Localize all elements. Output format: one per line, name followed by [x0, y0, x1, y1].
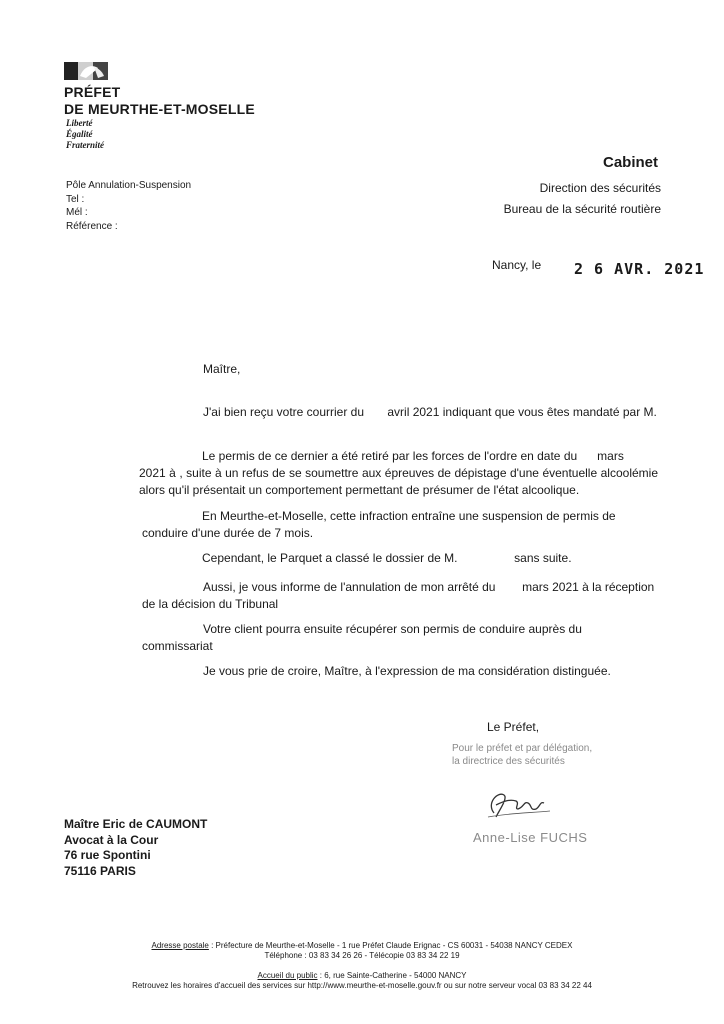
service-name: Cabinet	[602, 154, 658, 171]
paragraph-1: J'ai bien reçu votre courrier du avril 2021 indiquant que vous êtes mandaté par M.	[203, 405, 657, 419]
paragraph-6-first-line: Votre client pourra ensuite récupérer son permis de conduire auprès du	[203, 622, 582, 636]
recipient-city: 75116 PARIS	[64, 863, 136, 878]
direction-label: Direction des sécurités	[539, 181, 661, 195]
delegation-line1: Pour le préfet et par délégation,	[452, 743, 593, 754]
republic-motto	[66, 118, 104, 151]
paragraph-3	[142, 508, 658, 542]
pole-label: Pôle Annulation-Suspension	[66, 180, 192, 191]
recipient-address	[64, 817, 207, 879]
paragraph-2-rest: 2021 à , suite à un refus de se soumettre aux épreuves de dépistage d'une éventuelle alcoolémie alors qu'il présentait un comportement permettant de présumer de l'état alcoolique.	[139, 466, 658, 497]
footer-postal-label: Adresse postale	[151, 941, 209, 950]
motto-fraternite: Fraternité	[66, 140, 105, 150]
paragraph-2	[139, 448, 658, 499]
dateline-place: Nancy, le	[492, 258, 542, 272]
prefecture-title	[64, 84, 255, 118]
signature-title: Le Préfet,	[487, 720, 540, 734]
paragraph-3-rest: conduire d'une durée de 7 mois.	[142, 526, 314, 540]
footer-hours: Retrouvez les horaires d'accueil des services sur http://www.meurthe-et-moselle.gouv.fr ou sur notre serveur vocal 03 83 34 22 44	[132, 981, 592, 990]
mel-label: Mél :	[66, 207, 88, 218]
footer-public-line	[0, 971, 724, 981]
reference-block	[66, 179, 191, 233]
footer-postal-address: : Préfecture de Meurthe-et-Moselle - 1 rue Préfet Claude Erignac - CS 60031 - 54038 NANCY CEDEX	[208, 941, 573, 950]
bureau-label: Bureau de la sécurité routière	[503, 202, 661, 216]
footer-postal-line	[0, 941, 724, 951]
closing-formula: Je vous prie de croire, Maître, à l'expression de ma considération distinguée.	[203, 664, 611, 678]
signatory-name: Anne-Lise FUCHS	[473, 830, 588, 845]
delegation-line2: la directrice des sécurités	[452, 756, 565, 767]
dateline-date-stamp: 2 6 AVR. 2021	[574, 260, 705, 278]
paragraph-5-rest: de la décision du Tribunal	[142, 597, 279, 611]
service-direction	[504, 178, 661, 220]
paragraph-6-rest: commissariat	[142, 639, 213, 653]
footer-public-label: Accueil du public	[257, 971, 318, 980]
paragraph-3-first-line: En Meurthe-et-Moselle, cette infraction entraîne une suspension de permis de	[202, 509, 616, 523]
tel-label: Tel :	[66, 193, 85, 205]
prefecture-title-line1: PRÉFET	[64, 84, 121, 100]
paragraph-5	[142, 579, 658, 613]
motto-egalite: Égalité	[66, 129, 93, 139]
paragraph-6	[142, 621, 658, 655]
reference-label: Référence :	[66, 220, 118, 232]
paragraph-2-first-line: Le permis de ce dernier a été retiré par les forces de l'ordre en date du mars	[202, 449, 624, 463]
paragraph-4: Cependant, le Parquet a classé le dossier de M. sans suite.	[202, 551, 572, 565]
paragraph-5-first-line: Aussi, je vous informe de l'annulation de mon arrêté du mars 2021 à la réception	[203, 580, 655, 594]
prefecture-title-line2: DE MEURTHE-ET-MOSELLE	[64, 101, 255, 117]
handwritten-signature-icon	[480, 783, 560, 823]
motto-liberte: Liberté	[66, 118, 93, 128]
delegation-stamp	[452, 742, 592, 768]
footer-public-address: : 6, rue Sainte-Catherine - 54000 NANCY	[317, 971, 467, 980]
footer	[0, 941, 724, 991]
footer-phone: Téléphone : 03 83 34 26 26 - Télécopie 03 83 34 22 19	[264, 951, 460, 960]
recipient-name: Maître Eric de CAUMONT	[64, 817, 208, 831]
salutation: Maître,	[203, 362, 241, 376]
recipient-street: 76 rue Spontini	[64, 848, 151, 862]
recipient-title: Avocat à la Cour	[64, 832, 159, 847]
marianne-logo-icon	[64, 62, 108, 80]
